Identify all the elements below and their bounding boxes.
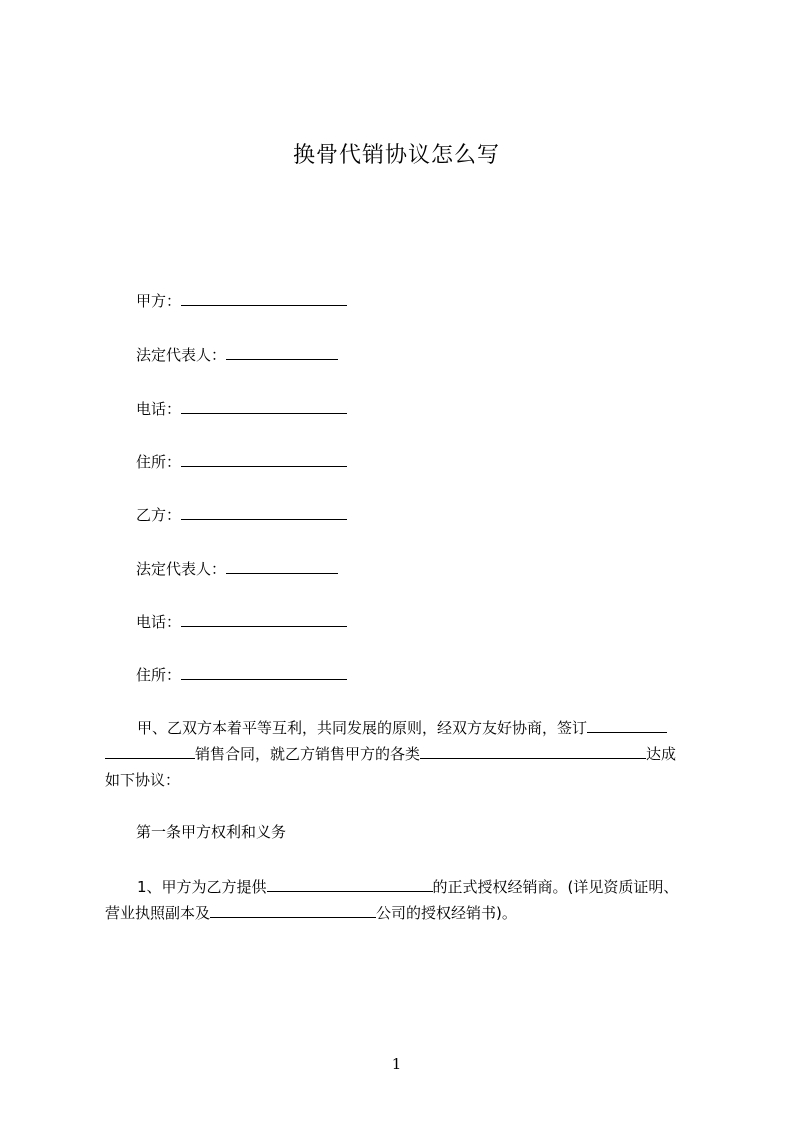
contract-name-blank [587, 716, 667, 733]
party-b-phone-blank [181, 610, 347, 627]
paragraph-text: 销售合同，就乙方销售甲方的各类 [195, 745, 421, 763]
party-b-address-field [136, 663, 347, 686]
party-b-phone-label: 电话： [136, 613, 182, 631]
party-a-label: 甲方： [136, 292, 182, 310]
party-b-blank [181, 503, 347, 520]
party-a-phone-field [136, 397, 347, 420]
paragraph-text: 如下协议： [105, 771, 181, 789]
agreement-intro-paragraph [105, 715, 705, 793]
party-b-address-blank [181, 663, 347, 680]
party-b-address-label: 住所： [136, 666, 182, 684]
paragraph-line [105, 767, 705, 793]
party-b-legal-rep-field [136, 557, 338, 580]
party-b-field [136, 503, 347, 526]
party-a-phone-blank [181, 397, 347, 414]
paragraph-line [105, 900, 705, 926]
party-a-address-field [136, 450, 347, 473]
clause-paragraph [105, 874, 705, 926]
company-name-blank [210, 901, 376, 918]
paragraph-text: 甲、乙双方本着平等互利，共同发展的原则，经双方友好协商，签订 [137, 719, 588, 737]
paragraph-text: 营业执照副本及 [105, 904, 211, 922]
party-a-address-label: 住所： [136, 453, 182, 471]
page-number: 1 [391, 1055, 402, 1073]
document-title: 换骨代销协议怎么写 [292, 143, 500, 168]
paragraph-text: 公司的授权经销书)。 [376, 904, 517, 922]
party-b-phone-field [136, 610, 347, 633]
paragraph-text: 的正式授权经销商。(详见资质证明、 [432, 878, 679, 896]
paragraph-line [105, 715, 705, 741]
product-category-blank [420, 742, 646, 759]
party-a-legal-rep-field [136, 343, 338, 366]
paragraph-text: 达成 [646, 745, 677, 763]
party-a-legal-rep-blank [226, 343, 338, 360]
party-a-phone-label: 电话： [136, 400, 182, 418]
party-a-blank [181, 289, 347, 306]
section-heading: 第一条甲方权利和义务 [136, 823, 287, 841]
paragraph-line [105, 741, 705, 767]
paragraph-line [105, 874, 705, 900]
authorized-dealer-blank [267, 875, 433, 892]
party-a-legal-rep-label: 法定代表人： [136, 346, 227, 364]
party-b-legal-rep-blank [226, 557, 338, 574]
contract-name-blank-cont [105, 742, 195, 759]
party-a-field [136, 289, 347, 312]
party-b-legal-rep-label: 法定代表人： [136, 560, 227, 578]
party-b-label: 乙方： [136, 506, 182, 524]
party-a-address-blank [181, 450, 347, 467]
paragraph-text: 1、甲方为乙方提供 [137, 878, 267, 896]
